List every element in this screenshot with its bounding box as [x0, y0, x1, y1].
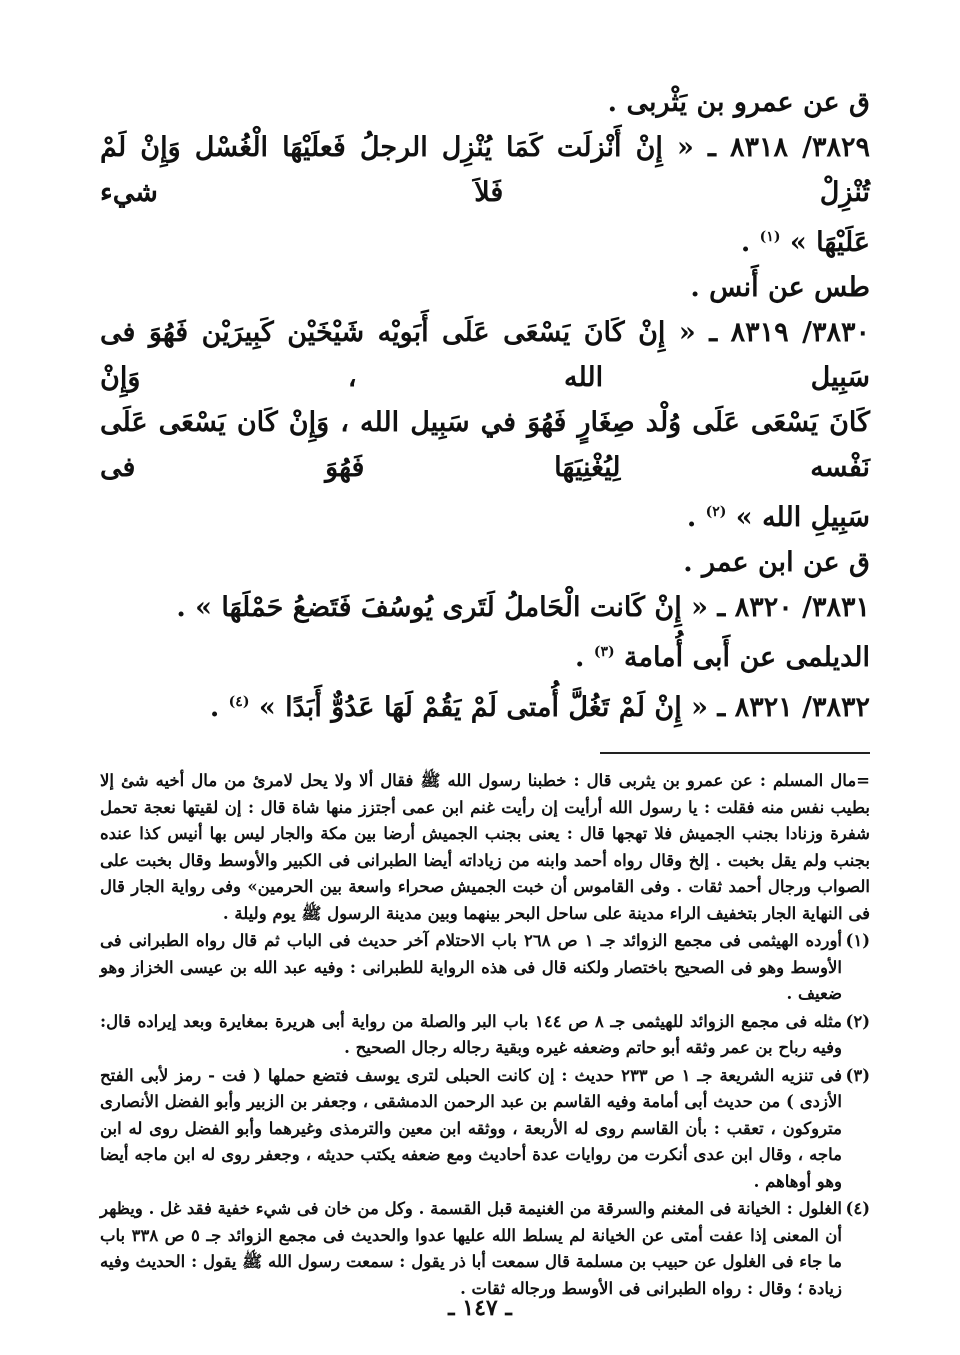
footnote-number: (٢) [845, 1011, 870, 1031]
footnote-ref: (١) [759, 229, 781, 245]
footnote-divider [600, 752, 870, 754]
footnote-2 [100, 1009, 870, 1062]
hadith-line-text: عَلَيْهَا » [780, 227, 870, 258]
footnote-ref: (٣) [593, 644, 615, 660]
hadith-line: ٣٨٣١/ ٨٣٢٠ ـ « إِنْ كَانت الْحَاملُ لَتَرى يُوسُفَ فَتَضعُ حَمْلَهَا » . [176, 592, 870, 623]
footnote-number: (١) [845, 931, 870, 950]
footnote-number: (٤) [845, 1199, 870, 1218]
footnote-4 [100, 1196, 870, 1302]
footnote-text: أورده الهيثمى فى مجمع الزوائد جـ ١ ص ٢٦٨ باب الاحتلام آخر حديث فى الباب ثم قال رواه الطبرانى فى الأوسط وهو فى الصحيح باختصار ولكنه قال فى هذه الرواية للطبرانى : وفيه عبد الله بن عيسى الخزاز وهو ضعيف . [100, 931, 843, 1003]
hadith-line: ٣٨٢٩/ ٨٣١٨ ـ « إِنْ أَنْزلَت كَمَا يُنْزِل الرجلُ فَعلَيْهَا الْغُسْل وَإِنْ لَمْ تُنْزِلْ فَلاَ شيء [100, 132, 871, 208]
footnote-continuation: =مال المسلم : عن عمرو بن يثربى قال : خطبنا رسول الله ﷺ فقال ألا ولا يحل لامرئ من مال أخيه شئ إلا بطيب نفس منه فقلت : يا رسول الله أرأيت إن رأيت غنم ابن عمى أجتزز منها شاة قال : إن لقيتها نعجة تحمل شفرة وزنادا بجنب الجميش فلا تهجها قال : يعنى بجنب الجميش أرضا بين مكة والجار ليس بها أنيس كذا عنده بجنب ولم يقل بخبت . إلخ وقال رواه أحمد وابنه من زياداته أيضا الطبرانى فى الكبير والأوسط وقال بخبت على الصواب ورجال أحمد ثقات . وفى القاموس أن خبت الجميش صحراء واسعة بين الحرمين» وفى رواية الجار قال فى النهاية الجار بتخفيف الراء مدينة على ساحل البحر بينهما وبين مدينة الرسول ﷺ يوم وليلة . [100, 771, 870, 923]
footnote-1 [100, 928, 870, 1008]
page-number: ـ ١٤٧ ـ [448, 1295, 512, 1321]
source-line: ق عن عمرو بن يَثْربى . [607, 87, 870, 118]
footnote-3 [100, 1063, 870, 1196]
source-text: الديلمى عن أَبى أُمامة [614, 642, 870, 673]
footnote-ref: (٤) [228, 694, 250, 710]
footnotes [100, 768, 870, 1302]
source-line: ق عن ابن عمر . [683, 547, 870, 578]
hadith-line: ٣٨٣٠/ ٨٣١٩ ـ « إِنْ كَانَ يَسْعَى عَلَى أَبَويْه شَيْخَيْن كَبِيرَيْن فَهُوَ فى سَبِيل الله ، وَإِنْ [100, 317, 870, 393]
hadith-line: كَانَ يَسْعَى عَلَى وُلْد صِغَارٍ فَهُوَ في سَبِيل الله ، وَإِنْ كَان يَسْعَى عَلَى نَفْسه لِيُغْنِيَهَا فَهُوَ فى [100, 407, 870, 483]
footnote-text: مثله فى مجمع الزوائد للهيثمى جـ ٨ ص ١٤٤ باب البر والصلة من رواية أبى هريرة بمغايرة وبعد إيراده قال: وفيه رباح بن عمر وثقه أبو حاتم وضعفه غيره وبقية رجاله رجال الصحيح . [100, 1011, 842, 1057]
hadith-line-end: سَبِيلِ الله » $^{(٢)}$ . [686, 502, 870, 533]
hadith-line-text: ٣٨٣٢/ ٨٣٢١ ـ « إِنْ لَمْ تَغُلَّ أُمتى لَمْ يَقُمْ لَهَا عَدُوٌّ أَبَدًا » [249, 692, 870, 723]
footnote-text: الغلول : الخيانة فى المغنم والسرقة من الغنيمة قبل القسمة . وكل من خان فى شيء خفية فقد غل . ويظهر أن المعنى إذا عفت أمتى عن الخيانة لم يسلط الله عليها عدوا والحديث فى مجمع الزوائد جـ ٥ ص ٣٣٨ باب ما جاء فى الغلول عن حبيب بن مسلمة قال سمعت أبا ذر يقول : سمعت رسول الله ﷺ يقول : الحديث وفيه زيادة ؛ وقال : رواه الطبرانى فى الأوسط ورجاله ثقات . [100, 1199, 842, 1298]
hadith-line-end: عَلَيْهَا » $^{(١)}$ . [740, 227, 870, 258]
source-line: الديلمى عن أَبى أُمامة $^{(٣)}$ . [575, 642, 870, 673]
hadith-line: ٣٨٣٢/ ٨٣٢١ ـ « إِنْ لَمْ تَغُلَّ أُمتى لَمْ يَقُمْ لَهَا عَدُوٌّ أَبَدًا » $^{(٤)}$ . [209, 692, 870, 723]
footnote-ref: (٢) [705, 504, 727, 520]
hadith-line-text: سَبِيلِ الله » [726, 502, 870, 533]
footnote-number: (٣) [845, 1065, 870, 1085]
source-line: طس عن أَنس . [690, 272, 870, 303]
hadith-text [100, 80, 870, 730]
footnote-text: فى تنزيه الشريعة جـ ١ ص ٢٣٣ حديث : إن كانت الحبلى لترى يوسف فتضع حملها ( فت - رمز لأبى الفتح الأزدى ) من حديث أبى أمامة وفيه القاسم بن عبد الرحمن الدمشقى ، وجعفر بن الزبير وأبو الفضل الأنصارى متروكون ، تعقب : بأن القاسم روى له الأربعة ، ووثقه ابن معين والترمذى وغيرهما وأبو الفضل روى له ابن ماجه ، وقال ابن عدى أنكرت من روايات عدة أحاديث ومع ضعفه يكتب حديثه ، وجعفر روى له ابن ماجه أيضا وهو أوهاهم . [100, 1065, 842, 1191]
